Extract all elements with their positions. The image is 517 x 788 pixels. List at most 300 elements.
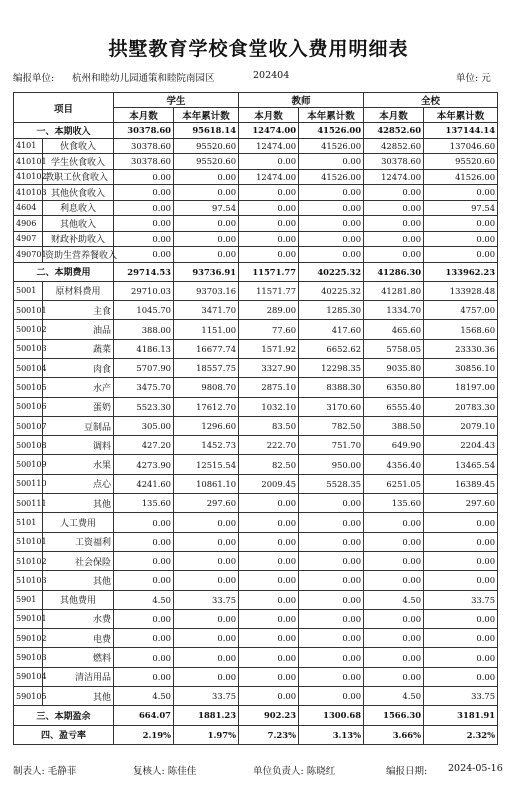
row-value: 0.00 — [114, 629, 174, 648]
row-value: 0.00 — [239, 513, 299, 532]
row-value: 9035.80 — [364, 358, 424, 377]
row-value: 11571.77 — [239, 262, 299, 281]
row-value: 0.00 — [299, 247, 364, 263]
row-value: 0.00 — [174, 629, 239, 648]
table-row — [14, 169, 498, 185]
row-value: 0.00 — [239, 687, 299, 706]
row-code: 500106 — [14, 397, 43, 416]
table-row — [14, 123, 498, 139]
income-expense-table — [13, 92, 498, 745]
row-value: 0.00 — [239, 532, 299, 551]
row-value: 0.00 — [114, 667, 174, 686]
row-value: 0.00 — [239, 216, 299, 232]
row-code: 500110 — [14, 474, 43, 493]
row-value: 16677.74 — [174, 339, 239, 358]
row-value: 133928.48 — [424, 281, 498, 300]
row-value: 33.75 — [424, 590, 498, 609]
row-code: 410103 — [14, 185, 43, 201]
table-row — [14, 513, 498, 532]
row-name: 其他 — [43, 494, 114, 513]
table-row — [14, 301, 498, 320]
row-value: 0.00 — [424, 216, 498, 232]
row-value: 17612.70 — [174, 397, 239, 416]
row-value: 1296.60 — [174, 416, 239, 435]
row-code: 590103 — [14, 648, 43, 667]
row-value: 4757.00 — [424, 301, 498, 320]
report-date-label: 编报日期: — [386, 766, 428, 777]
row-code: 4907 — [14, 231, 43, 247]
row-value: 0.00 — [114, 571, 174, 590]
row-value: 77.60 — [239, 320, 299, 339]
row-value: 427.20 — [114, 436, 174, 455]
row-value: 29714.53 — [114, 262, 174, 281]
row-code: 510101 — [14, 532, 43, 551]
row-code: 590104 — [14, 667, 43, 686]
row-value: 0.00 — [364, 231, 424, 247]
row-value: 1881.23 — [174, 706, 239, 725]
row-value: 20783.30 — [424, 397, 498, 416]
row-code: 500101 — [14, 301, 43, 320]
row-value: 95520.60 — [174, 154, 239, 170]
row-value: 0.00 — [364, 200, 424, 216]
row-value: 0.00 — [239, 200, 299, 216]
row-value: 0.00 — [174, 667, 239, 686]
row-value: 12474.00 — [239, 123, 299, 139]
row-value: 0.00 — [114, 231, 174, 247]
row-value: 10861.10 — [174, 474, 239, 493]
row-value: 0.00 — [424, 667, 498, 686]
row-value: 1285.30 — [299, 301, 364, 320]
row-value: 0.00 — [299, 200, 364, 216]
row-value: 9808.70 — [174, 378, 239, 397]
row-value: 3170.60 — [299, 397, 364, 416]
row-value: 95520.60 — [424, 154, 498, 170]
preparer: 制表人: 毛静菲 — [13, 766, 77, 777]
row-value: 417.60 — [299, 320, 364, 339]
row-value: 0.00 — [239, 590, 299, 609]
row-value: 5528.35 — [299, 474, 364, 493]
row-value: 137144.14 — [424, 123, 498, 139]
header-teacher-month: 本月数 — [239, 108, 299, 123]
row-value: 4.50 — [114, 590, 174, 609]
report-date: 2024-05-16 — [448, 763, 503, 774]
row-name: 教职工伙食收入 — [43, 169, 114, 185]
row-value: 0.00 — [174, 551, 239, 570]
row-code: 4101 — [14, 138, 43, 154]
table-row — [14, 629, 498, 648]
row-value: 0.00 — [364, 247, 424, 263]
row-value: 297.60 — [424, 494, 498, 513]
row-value: 0.00 — [364, 667, 424, 686]
row-value: 0.00 — [174, 185, 239, 201]
row-value: 4241.60 — [114, 474, 174, 493]
row-value: 0.00 — [364, 629, 424, 648]
row-value: 0.00 — [424, 247, 498, 263]
row-value: 0.00 — [299, 609, 364, 628]
header-school: 全校 — [364, 93, 498, 108]
row-value: 1566.30 — [364, 706, 424, 725]
row-value: 0.00 — [299, 216, 364, 232]
header-teacher-ytd: 本年累计数 — [299, 108, 364, 123]
row-value: 135.60 — [114, 494, 174, 513]
row-value: 41286.30 — [364, 262, 424, 281]
row-value: 5707.90 — [114, 358, 174, 377]
row-name: 水果 — [43, 455, 114, 474]
row-value: 0.00 — [299, 687, 364, 706]
row-name: 三、本期盈余 — [14, 706, 114, 725]
row-value: 137046.60 — [424, 138, 498, 154]
row-name: 一、本期收入 — [14, 123, 114, 139]
row-value: 0.00 — [114, 200, 174, 216]
row-name: 蔬菜 — [43, 339, 114, 358]
row-code: 500111 — [14, 494, 43, 513]
row-name: 其他 — [43, 687, 114, 706]
row-value: 5523.30 — [114, 397, 174, 416]
row-value: 0.00 — [299, 231, 364, 247]
currency-unit: 单位: 元 — [456, 73, 491, 84]
row-value: 0.00 — [299, 590, 364, 609]
row-code: 4906 — [14, 216, 43, 232]
row-name: 蛋奶 — [43, 397, 114, 416]
row-value: 6555.40 — [364, 397, 424, 416]
row-value: 2079.10 — [424, 416, 498, 435]
row-value: 41526.00 — [299, 123, 364, 139]
row-value: 0.00 — [239, 247, 299, 263]
row-value: 0.00 — [174, 216, 239, 232]
row-name: 清洁用品 — [43, 667, 114, 686]
row-value: 0.00 — [424, 571, 498, 590]
row-code: 500107 — [14, 416, 43, 435]
row-name: 社会保险 — [43, 551, 114, 570]
row-value: 4356.40 — [364, 455, 424, 474]
table-row — [14, 247, 498, 263]
row-value: 95520.60 — [174, 138, 239, 154]
row-value: 1568.60 — [424, 320, 498, 339]
table-row — [14, 262, 498, 281]
row-value: 16389.45 — [424, 474, 498, 493]
row-code: 590101 — [14, 609, 43, 628]
header-school-ytd: 本年累计数 — [424, 108, 498, 123]
report-title: 拱墅教育学校食堂收入费用明细表 — [108, 38, 409, 60]
row-name: 资助生营养餐收入 — [43, 247, 114, 263]
row-value: 0.00 — [299, 551, 364, 570]
row-name: 原材料费用 — [43, 281, 114, 300]
row-value: 6652.62 — [299, 339, 364, 358]
row-value: 950.00 — [299, 455, 364, 474]
row-value: 388.00 — [114, 320, 174, 339]
row-value: 18197.00 — [424, 378, 498, 397]
row-value: 6251.05 — [364, 474, 424, 493]
header-student-month: 本月数 — [114, 108, 174, 123]
row-value: 0.00 — [174, 571, 239, 590]
row-value: 0.00 — [364, 609, 424, 628]
row-code: 510102 — [14, 551, 43, 570]
row-value: 42852.60 — [364, 123, 424, 139]
table-row — [14, 378, 498, 397]
row-value: 41281.80 — [364, 281, 424, 300]
row-value: 8388.30 — [299, 378, 364, 397]
row-code: 410102 — [14, 169, 43, 185]
row-value: 297.60 — [174, 494, 239, 513]
row-name: 其他收入 — [43, 216, 114, 232]
table-row — [14, 532, 498, 551]
row-value: 133962.23 — [424, 262, 498, 281]
row-value: 3471.70 — [174, 301, 239, 320]
table-row — [14, 706, 498, 725]
row-value: 0.00 — [174, 532, 239, 551]
row-value: 4.50 — [364, 687, 424, 706]
row-value: 1045.70 — [114, 301, 174, 320]
row-value: 649.90 — [364, 436, 424, 455]
row-value: 30378.60 — [114, 123, 174, 139]
row-value: 82.50 — [239, 455, 299, 474]
row-name: 二、本期费用 — [14, 262, 114, 281]
row-value: 3475.70 — [114, 378, 174, 397]
row-value: 2.19% — [114, 725, 174, 744]
table-row — [14, 474, 498, 493]
header-student: 学生 — [114, 93, 239, 108]
row-code: 590102 — [14, 629, 43, 648]
row-value: 0.00 — [174, 231, 239, 247]
row-value: 12515.54 — [174, 455, 239, 474]
table-row — [14, 494, 498, 513]
row-value: 33.75 — [174, 687, 239, 706]
row-value: 3327.90 — [239, 358, 299, 377]
row-value: 0.00 — [299, 629, 364, 648]
row-value: 7.23% — [239, 725, 299, 744]
row-value: 0.00 — [424, 551, 498, 570]
row-value: 0.00 — [239, 154, 299, 170]
row-code: 590105 — [14, 687, 43, 706]
row-code: 500104 — [14, 358, 43, 377]
row-value: 0.00 — [114, 247, 174, 263]
row-value: 4.50 — [114, 687, 174, 706]
table-row — [14, 455, 498, 474]
row-value: 2009.45 — [239, 474, 299, 493]
row-value: 0.00 — [239, 494, 299, 513]
row-value: 30378.60 — [364, 154, 424, 170]
table-row — [14, 687, 498, 706]
row-value: 0.00 — [114, 216, 174, 232]
row-value: 41526.00 — [299, 138, 364, 154]
row-value: 0.00 — [424, 629, 498, 648]
row-value: 0.00 — [114, 185, 174, 201]
row-name: 其他费用 — [43, 590, 114, 609]
row-value: 751.70 — [299, 436, 364, 455]
row-code: 500108 — [14, 436, 43, 455]
row-value: 0.00 — [299, 571, 364, 590]
unit-head: 单位负责人: 陈晓红 — [253, 766, 336, 777]
table-row — [14, 571, 498, 590]
row-value: 1032.10 — [239, 397, 299, 416]
row-value: 12298.35 — [299, 358, 364, 377]
table-row — [14, 397, 498, 416]
row-value: 289.00 — [239, 301, 299, 320]
table-row — [14, 667, 498, 686]
row-value: 1571.92 — [239, 339, 299, 358]
row-value: 0.00 — [174, 648, 239, 667]
row-value: 0.00 — [299, 648, 364, 667]
row-code: 5901 — [14, 590, 43, 609]
header-teacher: 教师 — [239, 93, 364, 108]
row-value: 0.00 — [174, 609, 239, 628]
row-value: 6350.80 — [364, 378, 424, 397]
row-value: 18557.75 — [174, 358, 239, 377]
row-value: 0.00 — [364, 648, 424, 667]
table-row — [14, 200, 498, 216]
table-row — [14, 216, 498, 232]
row-value: 0.00 — [364, 571, 424, 590]
row-value: 3181.91 — [424, 706, 498, 725]
row-code: 5001 — [14, 281, 43, 300]
row-value: 0.00 — [299, 532, 364, 551]
table-row — [14, 609, 498, 628]
row-value: 0.00 — [239, 609, 299, 628]
table-row — [14, 648, 498, 667]
row-name: 豆制品 — [43, 416, 114, 435]
row-value: 3.66% — [364, 725, 424, 744]
row-value: 0.00 — [239, 185, 299, 201]
row-value: 902.23 — [239, 706, 299, 725]
row-name: 调料 — [43, 436, 114, 455]
row-value: 30856.10 — [424, 358, 498, 377]
row-code: 490701 — [14, 247, 43, 263]
row-code: 500105 — [14, 378, 43, 397]
row-name: 财政补助收入 — [43, 231, 114, 247]
row-value: 33.75 — [174, 590, 239, 609]
row-value: 13465.54 — [424, 455, 498, 474]
row-value: 1300.68 — [299, 706, 364, 725]
row-value: 664.07 — [114, 706, 174, 725]
table-row — [14, 416, 498, 435]
table-row — [14, 281, 498, 300]
row-value: 1452.73 — [174, 436, 239, 455]
row-value: 388.50 — [364, 416, 424, 435]
row-name: 人工费用 — [43, 513, 114, 532]
row-name: 伙食收入 — [43, 138, 114, 154]
row-value: 135.60 — [364, 494, 424, 513]
row-value: 40225.32 — [299, 281, 364, 300]
report-period: 202404 — [253, 70, 290, 81]
row-value: 4186.13 — [114, 339, 174, 358]
row-name: 利息收入 — [43, 200, 114, 216]
row-value: 0.00 — [174, 247, 239, 263]
row-name: 工资福利 — [43, 532, 114, 551]
row-value: 782.50 — [299, 416, 364, 435]
row-value: 0.00 — [239, 551, 299, 570]
row-value: 97.54 — [174, 200, 239, 216]
row-value: 12474.00 — [364, 169, 424, 185]
row-value: 95618.14 — [174, 123, 239, 139]
row-name: 四、盈亏率 — [14, 725, 114, 744]
row-value: 29710.03 — [114, 281, 174, 300]
row-value: 0.00 — [174, 513, 239, 532]
row-value: 3.13% — [299, 725, 364, 744]
row-value: 465.60 — [364, 320, 424, 339]
row-value: 93736.91 — [174, 262, 239, 281]
row-name: 其他 — [43, 571, 114, 590]
row-name: 肉食 — [43, 358, 114, 377]
row-value: 0.00 — [424, 648, 498, 667]
row-name: 水产 — [43, 378, 114, 397]
row-value: 23330.36 — [424, 339, 498, 358]
row-value: 2.32% — [424, 725, 498, 744]
row-name: 其他伙食收入 — [43, 185, 114, 201]
row-value: 41526.00 — [424, 169, 498, 185]
row-name: 学生伙食收入 — [43, 154, 114, 170]
row-value: 0.00 — [299, 154, 364, 170]
row-value: 0.00 — [114, 609, 174, 628]
row-value: 5758.05 — [364, 339, 424, 358]
row-value: 0.00 — [239, 571, 299, 590]
row-value: 11571.77 — [239, 281, 299, 300]
row-value: 0.00 — [424, 513, 498, 532]
table-body — [14, 123, 498, 745]
row-value: 0.00 — [239, 648, 299, 667]
row-code: 4604 — [14, 200, 43, 216]
row-name: 电费 — [43, 629, 114, 648]
row-value: 0.00 — [364, 532, 424, 551]
table-row — [14, 551, 498, 570]
row-value: 0.00 — [424, 609, 498, 628]
row-value: 0.00 — [424, 185, 498, 201]
table-row — [14, 320, 498, 339]
row-value: 12474.00 — [239, 169, 299, 185]
row-value: 0.00 — [299, 494, 364, 513]
row-code: 500103 — [14, 339, 43, 358]
row-value: 41526.00 — [299, 169, 364, 185]
reviewer: 复核人: 陈佳佳 — [133, 766, 197, 777]
row-value: 1.97% — [174, 725, 239, 744]
table-row — [14, 590, 498, 609]
row-code: 410101 — [14, 154, 43, 170]
row-value: 0.00 — [114, 169, 174, 185]
table-row — [14, 358, 498, 377]
row-value: 2875.10 — [239, 378, 299, 397]
row-value: 0.00 — [424, 231, 498, 247]
row-value: 0.00 — [239, 629, 299, 648]
row-value: 0.00 — [174, 169, 239, 185]
row-code: 500102 — [14, 320, 43, 339]
row-value: 12474.00 — [239, 138, 299, 154]
row-value: 33.75 — [424, 687, 498, 706]
row-name: 燃料 — [43, 648, 114, 667]
row-value: 0.00 — [114, 648, 174, 667]
row-value: 42852.60 — [364, 138, 424, 154]
row-value: 0.00 — [239, 231, 299, 247]
header-school-month: 本月数 — [364, 108, 424, 123]
row-code: 510103 — [14, 571, 43, 590]
row-value: 0.00 — [364, 513, 424, 532]
unit-label: 编报单位: — [13, 73, 55, 84]
table-row — [14, 436, 498, 455]
row-name: 油品 — [43, 320, 114, 339]
row-value: 0.00 — [299, 513, 364, 532]
table-row — [14, 185, 498, 201]
row-code: 500109 — [14, 455, 43, 474]
row-value: 1151.00 — [174, 320, 239, 339]
row-value: 0.00 — [114, 513, 174, 532]
row-value: 0.00 — [299, 185, 364, 201]
table-row — [14, 725, 498, 744]
row-value: 0.00 — [299, 667, 364, 686]
table-row — [14, 154, 498, 170]
row-value: 97.54 — [424, 200, 498, 216]
row-value: 30378.60 — [114, 154, 174, 170]
row-value: 0.00 — [114, 551, 174, 570]
row-value: 0.00 — [364, 185, 424, 201]
unit-name: 杭州和睦幼儿园通策和睦院南园区 — [72, 73, 215, 84]
